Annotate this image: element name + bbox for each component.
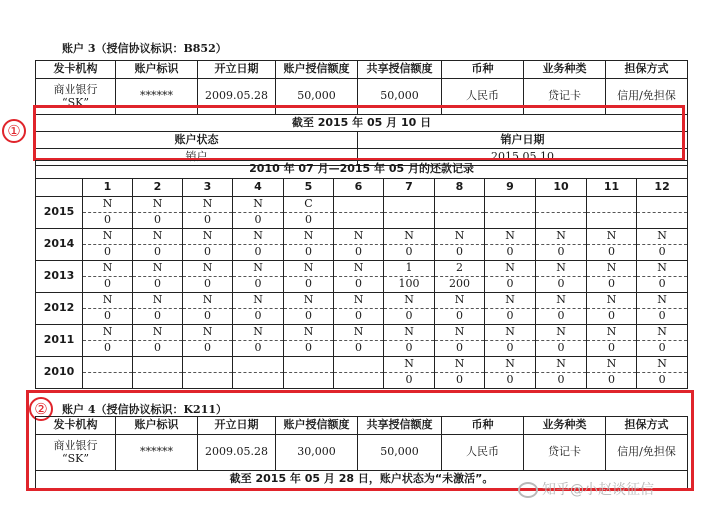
month-header: 11 bbox=[587, 179, 637, 197]
status-cell: N bbox=[587, 293, 637, 309]
amount-cell: 0 bbox=[334, 277, 384, 293]
amount-cell: 0 bbox=[284, 213, 334, 229]
status-cell bbox=[83, 357, 133, 373]
amount-cell bbox=[334, 373, 384, 389]
month-header: 3 bbox=[183, 179, 233, 197]
account3-status-value: 销户 bbox=[36, 149, 358, 166]
account4-value-cell: 50,000 bbox=[358, 435, 442, 471]
month-header: 9 bbox=[485, 179, 536, 197]
account4-value-cell: 贷记卡 bbox=[524, 435, 606, 471]
status-cell: N bbox=[233, 293, 284, 309]
account4-footer: 截至 2015 年 05 月 28 日，账户状态为“未激活”。 bbox=[36, 471, 688, 489]
account3-header-cell: 业务种类 bbox=[524, 61, 606, 79]
account3-header-cell: 开立日期 bbox=[198, 61, 276, 79]
status-cell: N bbox=[637, 325, 688, 341]
status-cell: N bbox=[587, 261, 637, 277]
status-cell: N bbox=[435, 325, 485, 341]
amount-cell: 0 bbox=[284, 341, 334, 357]
status-cell: N bbox=[384, 357, 435, 373]
status-cell bbox=[233, 357, 284, 373]
year-label: 2014 bbox=[36, 229, 83, 261]
annotation-box-2 bbox=[26, 390, 694, 491]
status-cell: N bbox=[384, 325, 435, 341]
amount-cell: 200 bbox=[435, 277, 485, 293]
amount-cell: 0 bbox=[435, 341, 485, 357]
status-cell bbox=[384, 197, 435, 213]
amount-cell: 0 bbox=[384, 309, 435, 325]
amount-cell: 0 bbox=[183, 245, 233, 261]
account4-value-cell: ****** bbox=[116, 435, 198, 471]
status-cell bbox=[284, 357, 334, 373]
status-cell: N bbox=[485, 325, 536, 341]
status-cell: N bbox=[485, 293, 536, 309]
amount-cell: 0 bbox=[284, 309, 334, 325]
status-cell: N bbox=[536, 293, 587, 309]
amount-cell: 0 bbox=[183, 213, 233, 229]
status-cell: N bbox=[384, 293, 435, 309]
account3-value-cell: 信用/免担保 bbox=[606, 79, 688, 115]
amount-cell: 0 bbox=[284, 277, 334, 293]
amount-cell: 0 bbox=[183, 341, 233, 357]
status-cell: N bbox=[133, 229, 183, 245]
amount-cell: 0 bbox=[637, 341, 688, 357]
account4-header-cell: 发卡机构 bbox=[36, 417, 116, 435]
account4-header-cell: 账户授信额度 bbox=[276, 417, 358, 435]
amount-cell: 0 bbox=[83, 245, 133, 261]
status-cell: N bbox=[485, 261, 536, 277]
repayment-table bbox=[35, 160, 688, 389]
amount-cell bbox=[637, 213, 688, 229]
watermark: 知乎@小赵谈征信 bbox=[518, 479, 654, 499]
status-cell bbox=[637, 197, 688, 213]
account3-status-header: 截至 2015 年 05 月 10 日 bbox=[36, 115, 688, 132]
status-cell: C bbox=[284, 197, 334, 213]
status-cell: N bbox=[83, 229, 133, 245]
amount-cell: 0 bbox=[133, 213, 183, 229]
amount-cell: 0 bbox=[83, 277, 133, 293]
account4-value-cell: 商业银行 “SK” bbox=[36, 435, 116, 471]
status-cell: N bbox=[83, 325, 133, 341]
account4-header-cell: 共享授信额度 bbox=[358, 417, 442, 435]
amount-cell bbox=[485, 213, 536, 229]
account3-value-cell: 贷记卡 bbox=[524, 79, 606, 115]
status-cell: 2 bbox=[435, 261, 485, 277]
status-cell bbox=[435, 197, 485, 213]
amount-cell: 0 bbox=[536, 245, 587, 261]
status-cell: N bbox=[284, 261, 334, 277]
account3-header-cell: 账户标识 bbox=[116, 61, 198, 79]
amount-cell: 0 bbox=[83, 213, 133, 229]
month-header: 10 bbox=[536, 179, 587, 197]
amount-cell bbox=[536, 213, 587, 229]
amount-cell bbox=[284, 373, 334, 389]
account3-header-cell: 共享授信额度 bbox=[358, 61, 442, 79]
status-cell: N bbox=[637, 261, 688, 277]
status-cell: N bbox=[587, 325, 637, 341]
status-cell: N bbox=[334, 293, 384, 309]
account3-header-cell: 担保方式 bbox=[606, 61, 688, 79]
amount-cell: 0 bbox=[83, 341, 133, 357]
month-header: 12 bbox=[637, 179, 688, 197]
month-header: 2 bbox=[133, 179, 183, 197]
status-cell: N bbox=[183, 197, 233, 213]
amount-cell: 0 bbox=[536, 373, 587, 389]
month-header-blank bbox=[36, 179, 83, 197]
amount-cell: 0 bbox=[536, 277, 587, 293]
status-cell: N bbox=[284, 229, 334, 245]
amount-cell: 0 bbox=[485, 245, 536, 261]
amount-cell bbox=[587, 213, 637, 229]
amount-cell: 0 bbox=[485, 277, 536, 293]
amount-cell: 0 bbox=[284, 245, 334, 261]
amount-cell: 0 bbox=[435, 309, 485, 325]
status-cell: N bbox=[536, 261, 587, 277]
status-cell bbox=[133, 357, 183, 373]
account3-value-cell: 商业银行 “SK” bbox=[36, 79, 116, 115]
amount-cell: 0 bbox=[133, 245, 183, 261]
amount-cell: 0 bbox=[233, 309, 284, 325]
status-cell: N bbox=[587, 357, 637, 373]
year-label: 2010 bbox=[36, 357, 83, 389]
account4-header-cell: 业务种类 bbox=[524, 417, 606, 435]
amount-cell: 100 bbox=[384, 277, 435, 293]
amount-cell: 0 bbox=[233, 277, 284, 293]
month-header: 5 bbox=[284, 179, 334, 197]
status-cell: N bbox=[637, 229, 688, 245]
year-label: 2011 bbox=[36, 325, 83, 357]
amount-cell: 0 bbox=[587, 245, 637, 261]
amount-cell: 0 bbox=[587, 309, 637, 325]
amount-cell: 0 bbox=[536, 309, 587, 325]
account3-cancel-value: 2015.05.10 bbox=[358, 149, 688, 166]
amount-cell bbox=[233, 373, 284, 389]
status-cell: N bbox=[485, 229, 536, 245]
amount-cell: 0 bbox=[587, 277, 637, 293]
status-cell bbox=[334, 197, 384, 213]
status-cell: N bbox=[83, 293, 133, 309]
status-cell: N bbox=[233, 261, 284, 277]
amount-cell: 0 bbox=[133, 341, 183, 357]
year-label: 2013 bbox=[36, 261, 83, 293]
month-header: 7 bbox=[384, 179, 435, 197]
status-cell: N bbox=[536, 357, 587, 373]
status-cell: N bbox=[183, 325, 233, 341]
status-cell: N bbox=[284, 293, 334, 309]
amount-cell: 0 bbox=[384, 373, 435, 389]
status-cell: N bbox=[233, 197, 284, 213]
amount-cell bbox=[133, 373, 183, 389]
account3-value-cell: 人民币 bbox=[442, 79, 524, 115]
account3-title: 账户 3（授信协议标识：B852） bbox=[62, 42, 227, 55]
amount-cell: 0 bbox=[587, 341, 637, 357]
status-cell: N bbox=[334, 229, 384, 245]
amount-cell bbox=[334, 213, 384, 229]
amount-cell: 0 bbox=[637, 277, 688, 293]
status-cell: N bbox=[183, 261, 233, 277]
status-cell: N bbox=[133, 325, 183, 341]
status-cell: N bbox=[384, 229, 435, 245]
amount-cell: 0 bbox=[233, 245, 284, 261]
status-cell: N bbox=[233, 229, 284, 245]
amount-cell: 0 bbox=[83, 309, 133, 325]
status-cell: N bbox=[435, 293, 485, 309]
status-cell: N bbox=[334, 261, 384, 277]
account3-cancel-label: 销户日期 bbox=[358, 132, 688, 149]
amount-cell: 0 bbox=[485, 309, 536, 325]
month-header: 4 bbox=[233, 179, 284, 197]
annotation-box-1 bbox=[33, 105, 685, 161]
amount-cell: 0 bbox=[334, 245, 384, 261]
status-cell: N bbox=[233, 325, 284, 341]
account3-header-cell: 币种 bbox=[442, 61, 524, 79]
status-cell: N bbox=[334, 325, 384, 341]
month-header: 8 bbox=[435, 179, 485, 197]
amount-cell: 0 bbox=[637, 245, 688, 261]
status-cell bbox=[334, 357, 384, 373]
year-label: 2015 bbox=[36, 197, 83, 229]
amount-cell: 0 bbox=[334, 309, 384, 325]
amount-cell: 0 bbox=[536, 341, 587, 357]
status-cell bbox=[536, 197, 587, 213]
amount-cell: 0 bbox=[637, 373, 688, 389]
status-cell: N bbox=[183, 229, 233, 245]
amount-cell: 0 bbox=[183, 277, 233, 293]
account4-value-cell: 2009.05.28 bbox=[198, 435, 276, 471]
account4-value-cell: 人民币 bbox=[442, 435, 524, 471]
annotation-marker-1: ① bbox=[2, 119, 26, 143]
status-cell: N bbox=[435, 357, 485, 373]
amount-cell: 0 bbox=[233, 213, 284, 229]
month-header: 1 bbox=[83, 179, 133, 197]
status-cell: N bbox=[133, 197, 183, 213]
amount-cell: 0 bbox=[435, 373, 485, 389]
account3-header-cell: 发卡机构 bbox=[36, 61, 116, 79]
account4-header-cell: 账户标识 bbox=[116, 417, 198, 435]
amount-cell: 0 bbox=[183, 309, 233, 325]
amount-cell: 0 bbox=[133, 277, 183, 293]
repayment-title: 2010 年 07 月—2015 年 05 月的还款记录 bbox=[36, 161, 688, 179]
amount-cell bbox=[384, 213, 435, 229]
account3-header-cell: 账户授信额度 bbox=[276, 61, 358, 79]
account4-header-cell: 开立日期 bbox=[198, 417, 276, 435]
amount-cell: 0 bbox=[435, 245, 485, 261]
status-cell: N bbox=[83, 197, 133, 213]
status-cell: N bbox=[536, 229, 587, 245]
status-cell: N bbox=[587, 229, 637, 245]
amount-cell: 0 bbox=[587, 373, 637, 389]
status-cell: 1 bbox=[384, 261, 435, 277]
account4-header-cell: 担保方式 bbox=[606, 417, 688, 435]
status-cell bbox=[587, 197, 637, 213]
account4-header-cell: 币种 bbox=[442, 417, 524, 435]
status-cell: N bbox=[133, 293, 183, 309]
status-cell: N bbox=[637, 357, 688, 373]
amount-cell: 0 bbox=[485, 341, 536, 357]
amount-cell: 0 bbox=[133, 309, 183, 325]
amount-cell bbox=[435, 213, 485, 229]
account3-value-cell: 50,000 bbox=[276, 79, 358, 115]
amount-cell: 0 bbox=[384, 245, 435, 261]
year-label: 2012 bbox=[36, 293, 83, 325]
account4-value-cell: 30,000 bbox=[276, 435, 358, 471]
status-cell: N bbox=[83, 261, 133, 277]
annotation-marker-2: ② bbox=[29, 397, 53, 421]
status-cell: N bbox=[435, 229, 485, 245]
amount-cell: 0 bbox=[384, 341, 435, 357]
status-cell: N bbox=[536, 325, 587, 341]
status-cell: N bbox=[284, 325, 334, 341]
status-cell bbox=[183, 357, 233, 373]
account3-status-label: 账户状态 bbox=[36, 132, 358, 149]
wechat-icon bbox=[518, 482, 538, 498]
status-cell: N bbox=[485, 357, 536, 373]
account3-value-cell: 50,000 bbox=[358, 79, 442, 115]
account3-value-cell: ****** bbox=[116, 79, 198, 115]
account4-value-cell: 信用/免担保 bbox=[606, 435, 688, 471]
amount-cell: 0 bbox=[485, 373, 536, 389]
amount-cell: 0 bbox=[233, 341, 284, 357]
status-cell: N bbox=[637, 293, 688, 309]
account4-title: 账户 4（授信协议标识：K211） bbox=[62, 403, 228, 416]
status-cell: N bbox=[133, 261, 183, 277]
amount-cell: 0 bbox=[334, 341, 384, 357]
status-cell: N bbox=[183, 293, 233, 309]
amount-cell: 0 bbox=[637, 309, 688, 325]
account3-value-cell: 2009.05.28 bbox=[198, 79, 276, 115]
month-header: 6 bbox=[334, 179, 384, 197]
amount-cell bbox=[183, 373, 233, 389]
status-cell bbox=[485, 197, 536, 213]
amount-cell bbox=[83, 373, 133, 389]
